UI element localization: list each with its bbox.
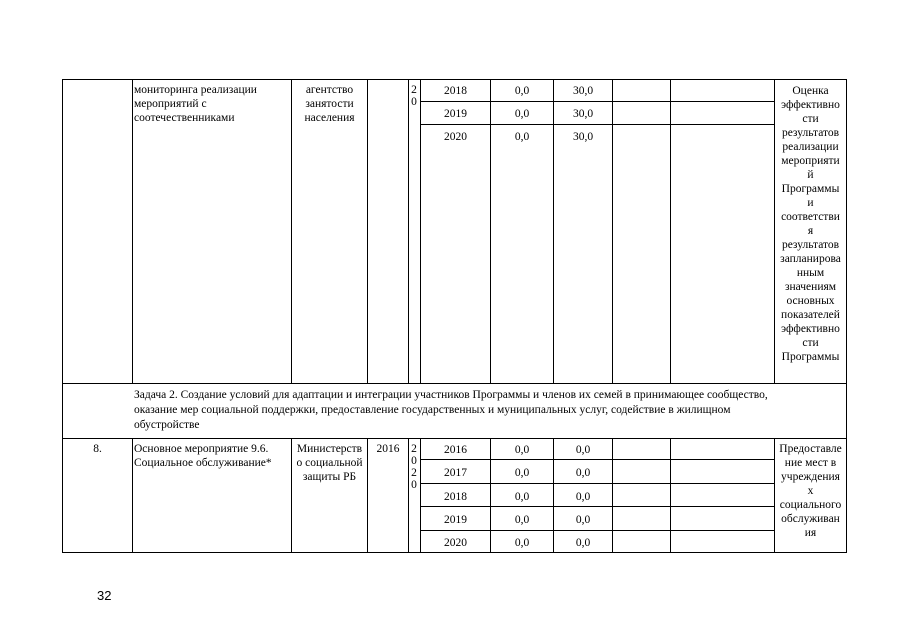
result-line: сти (802, 113, 819, 125)
result-line: х (807, 485, 814, 497)
result-line: соответстви (781, 211, 840, 223)
period-digit: 2 (411, 467, 417, 479)
event-name-line: соотечественниками (134, 112, 235, 124)
task-bottom-border (62, 438, 846, 439)
value-cell: 0,0 (575, 491, 591, 503)
row-divider (420, 459, 774, 460)
result-line: Программы (781, 351, 840, 363)
executor-line: о социальной (296, 457, 363, 469)
result-text (775, 84, 846, 364)
task-line: обустройстве (134, 419, 200, 431)
year-cell: 2020 (444, 537, 467, 549)
result-line: учреждения (781, 471, 840, 483)
result-line: социального (779, 499, 842, 511)
period-digit: 0 (411, 479, 417, 491)
col-line-4 (408, 79, 409, 384)
event-name-line: мероприятий с (134, 98, 207, 110)
result-line: основных (786, 295, 835, 307)
value-cell: 0,0 (514, 467, 530, 479)
result-line: й (807, 169, 814, 181)
result-line: значениям (784, 281, 837, 293)
value-cell: 30,0 (572, 108, 594, 120)
result-line: ия (804, 527, 817, 539)
col-line-3 (367, 79, 368, 384)
col-line-1b (132, 438, 133, 553)
period-digit: 2 (411, 84, 417, 96)
value-cell: 0,0 (575, 514, 591, 526)
row-divider (420, 506, 774, 507)
table-top-border (62, 79, 846, 80)
result-line: эффективно (781, 99, 840, 111)
period-digit: 0 (411, 96, 417, 108)
value-cell: 0,0 (514, 444, 530, 456)
event-name-line: Основное мероприятие 9.6. (134, 443, 269, 455)
executor-line: Министерств (296, 443, 363, 455)
row-divider (420, 124, 774, 125)
value-cell: 0,0 (514, 131, 530, 143)
result-line: эффективно (781, 323, 840, 335)
value-cell: 30,0 (572, 85, 594, 97)
result-line: Программы (781, 183, 840, 195)
period-digit: 0 (411, 455, 417, 467)
executor-line: занятости (305, 98, 354, 110)
start-year: 2016 (376, 443, 400, 455)
year-cell: 2017 (444, 467, 467, 479)
task-line: оказание мер социальной поддержки, предоставление государственных и муниципальных услуг, содействие в жилищном (134, 404, 731, 416)
value-cell: 30,0 (572, 131, 594, 143)
result-line: я (807, 225, 814, 237)
result-line: результатов (781, 239, 840, 251)
col-line-8b (612, 438, 613, 553)
year-cell: 2016 (444, 444, 467, 456)
value-cell: 0,0 (514, 491, 530, 503)
result-line: запланирова (780, 253, 841, 265)
result-line: мероприяти (781, 155, 840, 167)
row-number: 8. (93, 443, 102, 455)
year-cell: 2019 (444, 108, 467, 120)
value-cell: 0,0 (514, 85, 530, 97)
result-text (775, 442, 846, 540)
year-cell: 2018 (444, 85, 467, 97)
result-line: реализации (782, 141, 839, 153)
result-line: показателей (781, 309, 840, 321)
col-line-9b (670, 438, 671, 553)
value-cell: 0,0 (575, 537, 591, 549)
row-divider (420, 483, 774, 484)
executor-line: населения (304, 112, 355, 124)
right-border (846, 79, 847, 553)
col-line-1 (132, 79, 133, 384)
executor-line: защиты РБ (302, 471, 357, 483)
value-cell: 0,0 (514, 537, 530, 549)
row-divider (420, 530, 774, 531)
result-line: и (807, 197, 814, 209)
result-line: нным (796, 267, 825, 279)
value-cell: 0,0 (514, 108, 530, 120)
task-line: Задача 2. Создание условий для адаптации и интеграции участников Программы и членов их семей в принимающее сообщество, (134, 389, 768, 401)
executor-line: агентство (305, 84, 354, 96)
period-digit: 2 (411, 443, 417, 455)
result-line: результатов (781, 127, 840, 139)
result-line: обслуживан (781, 513, 840, 525)
event-name-line: мониторинга реализации (134, 84, 257, 96)
task-top-border (62, 383, 846, 384)
year-cell: 2020 (444, 131, 467, 143)
table-bottom-border (62, 552, 846, 553)
result-line: ние мест в (784, 457, 837, 469)
result-line: Предоставле (779, 443, 842, 455)
row-divider (420, 101, 774, 102)
value-cell: 0,0 (575, 444, 591, 456)
result-line: сти (802, 337, 819, 349)
value-cell: 0,0 (575, 467, 591, 479)
result-line: Оценка (792, 85, 829, 97)
year-cell: 2019 (444, 514, 467, 526)
value-cell: 0,0 (514, 514, 530, 526)
left-border (62, 79, 63, 553)
page-number: 32 (97, 588, 112, 603)
event-name-line: Социальное обслуживание* (134, 457, 272, 469)
year-cell: 2018 (444, 491, 467, 503)
